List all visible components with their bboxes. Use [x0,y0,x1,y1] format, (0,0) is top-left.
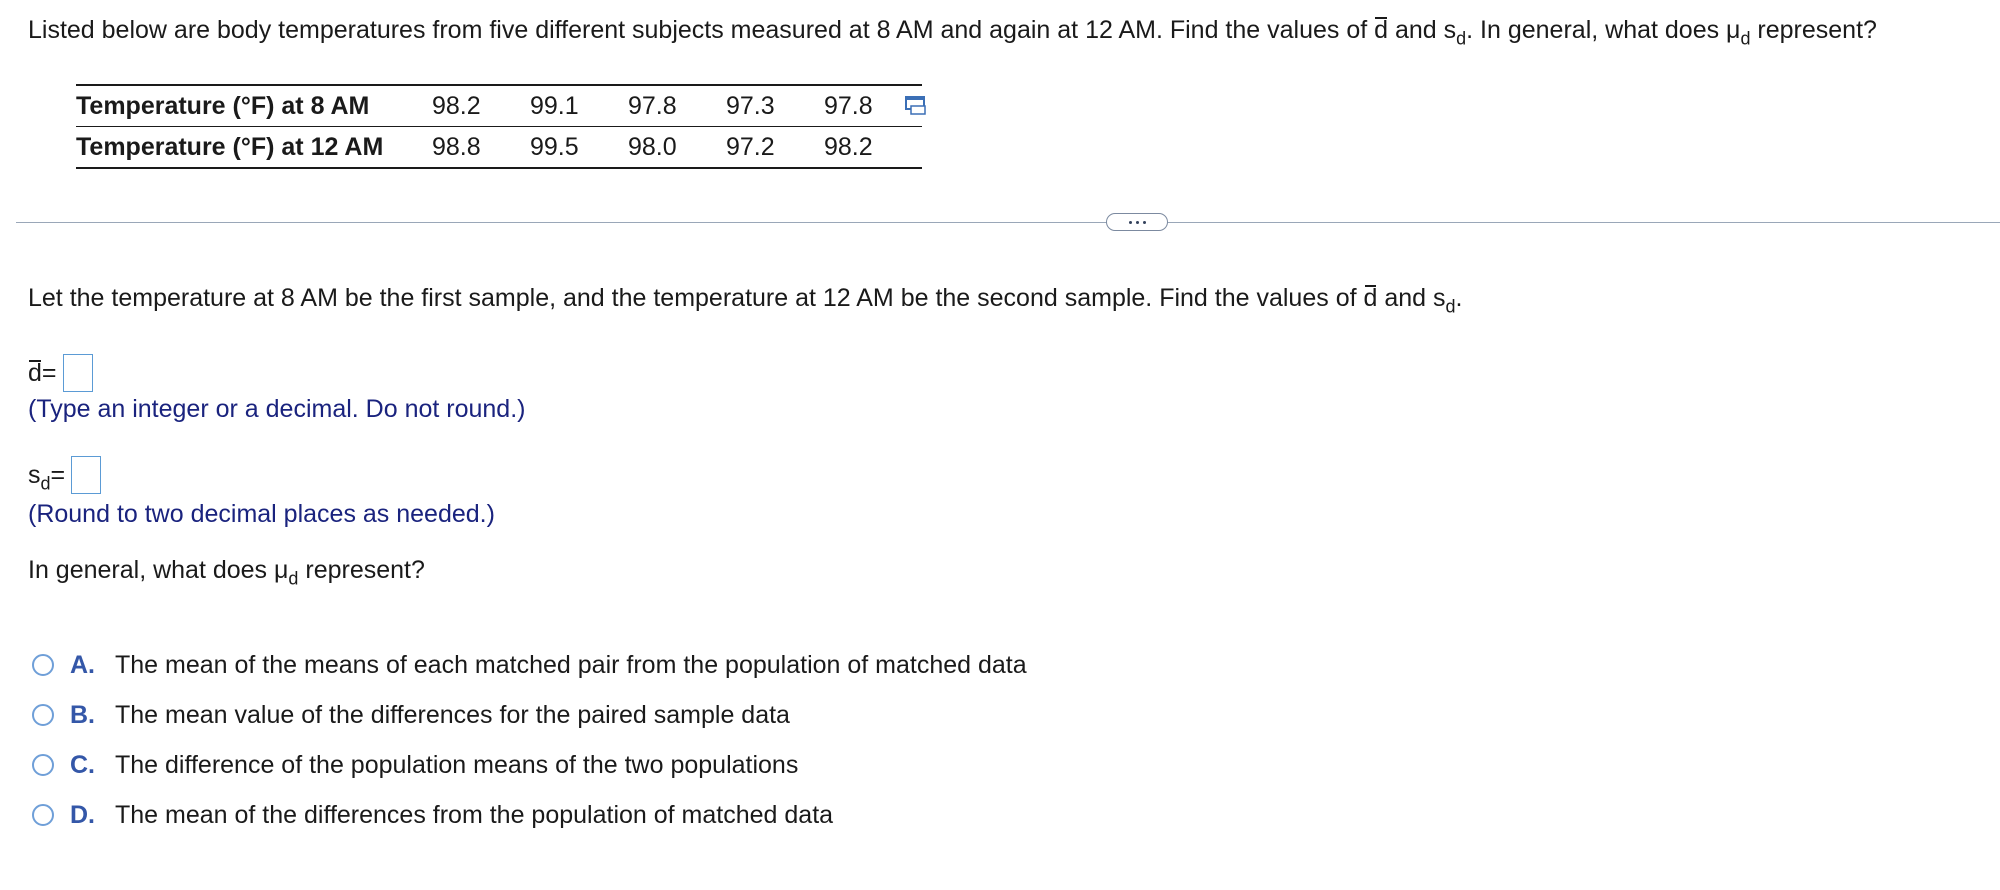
option-text: The difference of the population means of the two populations [115,750,799,779]
instruction-text-part: and s [1377,284,1446,312]
option-d[interactable] [32,790,1027,840]
option-letter: D. [70,800,95,829]
option-letter: B. [70,700,95,729]
table-cell: 97.8 [628,85,726,127]
answer-options [32,640,1027,840]
radio-button[interactable] [32,704,54,726]
question-text-part: Listed below are body temperatures from five different subjects measured at 8 AM and again at 12 AM. Find the values of [28,16,1375,44]
row-label: Temperature (°F) at 8 AM [76,85,432,127]
d-bar-symbol: d [1363,284,1378,312]
d-bar-hint: (Type an integer or a decimal. Do not round.) [28,395,526,423]
table-cell: 99.1 [530,85,628,127]
instruction-text [28,284,1463,317]
temperature-table [76,84,922,169]
ellipsis-icon [1129,221,1132,224]
ellipsis-icon [1136,221,1139,224]
sd-hint: (Round to two decimal places as needed.) [28,500,495,528]
radio-button[interactable] [32,804,54,826]
option-letter: C. [70,750,95,779]
subquestion-text-part: represent? [298,556,425,584]
option-b[interactable] [32,690,1027,740]
option-text: The mean of the means of each matched pair from the population of matched data [115,650,1027,679]
table-cell: 98.2 [824,127,922,169]
d-bar-symbol: d [1374,16,1389,44]
sd-label [28,460,51,493]
subscript: d [1740,28,1751,49]
d-bar-label: d [28,358,42,387]
option-a[interactable] [32,640,1027,690]
option-c[interactable] [32,740,1027,790]
radio-button[interactable] [32,754,54,776]
option-text: The mean of the differences from the population of matched data [115,800,834,829]
mu-d-question [28,556,425,589]
d-bar-input[interactable] [63,354,93,392]
sd-input[interactable] [71,456,101,494]
table-cell: 97.2 [726,127,824,169]
question-text-part: represent? [1750,16,1877,44]
ellipsis-icon [1143,221,1146,224]
table-cell: 98.2 [432,85,530,127]
table-cell: 99.5 [530,127,628,169]
option-text: The mean value of the differences for the paired sample data [115,700,790,729]
instruction-text-part: . [1455,284,1463,312]
subscript: d [1445,296,1456,317]
question-text-part: and s [1388,16,1457,44]
radio-button[interactable] [32,654,54,676]
question-text-part: . In general, what does μ [1466,16,1741,44]
question-text [28,16,1877,49]
sd-answer-row [28,456,101,494]
table-cell: 97.3 [726,85,824,127]
equals-sign: = [41,358,57,387]
table-row [76,127,922,169]
popup-window-icon[interactable] [905,96,927,116]
section-divider [16,222,2000,223]
table-row [76,85,922,127]
sd-label-letter: s [28,460,41,489]
subscript: d [40,472,51,493]
d-bar-answer-row [28,354,93,392]
expand-button[interactable] [1106,213,1168,231]
instruction-text-part: Let the temperature at 8 AM be the first sample, and the temperature at 12 AM be the second sample. Find the values of [28,284,1364,312]
table-cell: 97.8 [824,85,922,127]
table-cell: 98.8 [432,127,530,169]
subscript: d [288,568,299,589]
row-label: Temperature (°F) at 12 AM [76,127,432,169]
table-cell: 98.0 [628,127,726,169]
subquestion-text-part: In general, what does μ [28,556,289,584]
subscript: d [1456,28,1467,49]
equals-sign: = [50,460,66,489]
option-letter: A. [70,650,95,679]
